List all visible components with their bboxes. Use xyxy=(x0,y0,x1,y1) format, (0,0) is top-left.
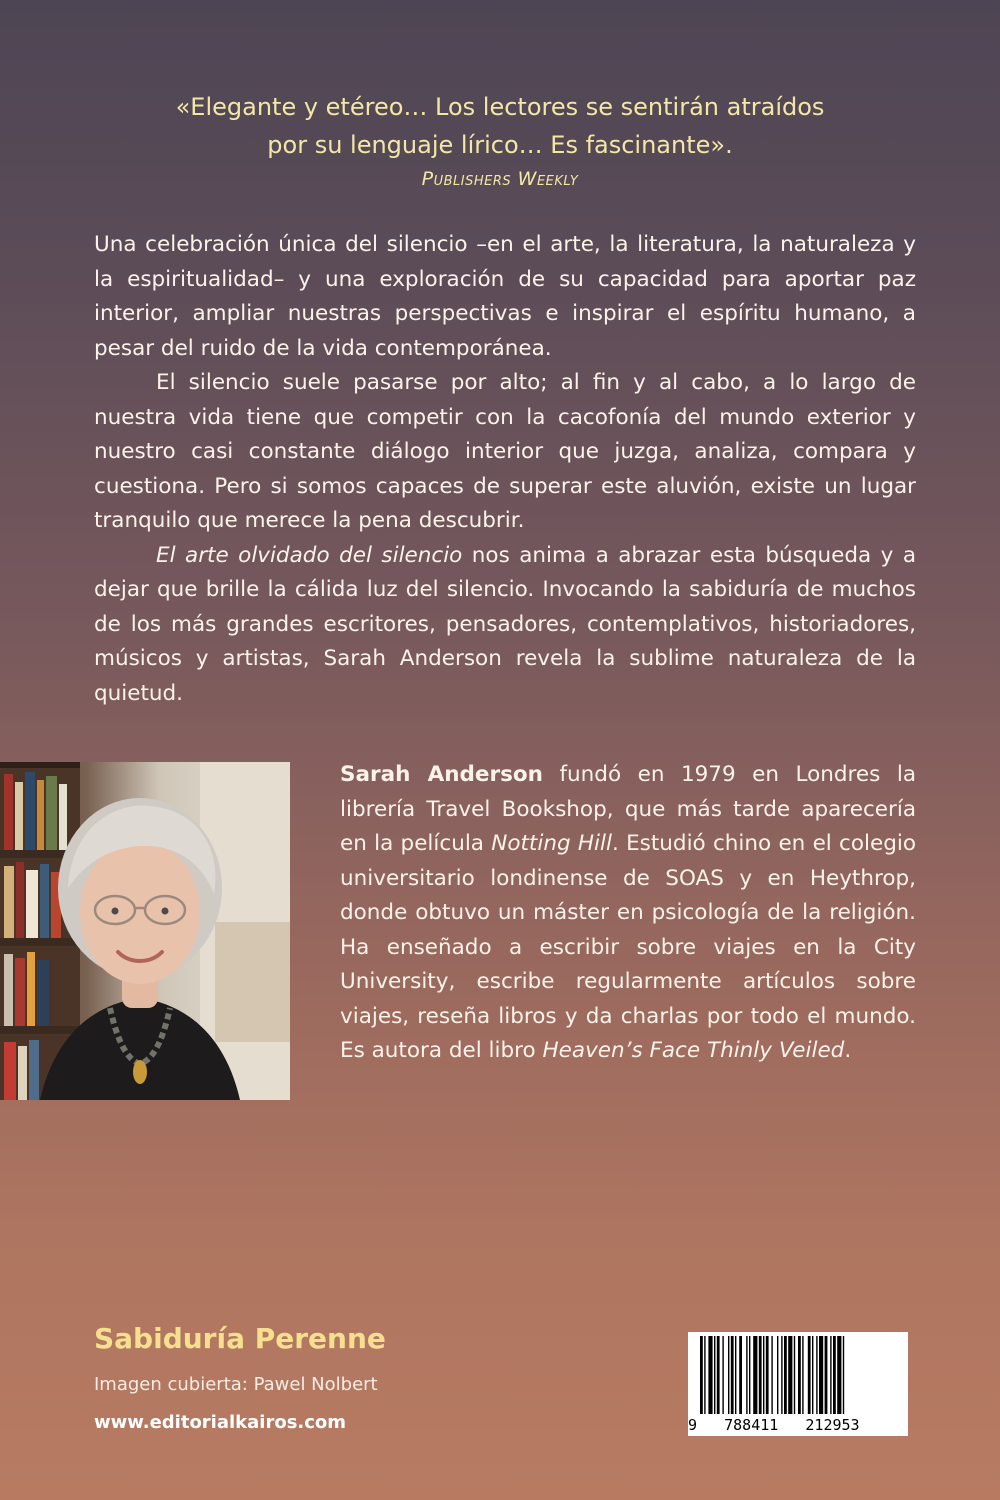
barcode-bar xyxy=(812,1336,813,1414)
publisher-website: www.editorialkairos.com xyxy=(94,1412,347,1433)
barcode-bar xyxy=(735,1336,736,1414)
barcode-bar xyxy=(746,1336,747,1414)
series-name: Sabiduría Perenne xyxy=(94,1322,386,1355)
book-title: El arte olvidado del silencio xyxy=(156,542,463,568)
barcode-group-1: 788411 xyxy=(724,1416,779,1434)
barcode-bar xyxy=(777,1336,778,1414)
quote-line-2: por su lenguaje lírico… Es fascinante». xyxy=(267,131,733,159)
barcode-bar xyxy=(753,1336,757,1414)
barcode-bar xyxy=(843,1336,844,1414)
author-bio xyxy=(340,758,916,1069)
barcode-bar xyxy=(714,1336,715,1414)
barcode-prefix: 9 xyxy=(688,1416,698,1434)
isbn-barcode xyxy=(688,1332,908,1436)
review-quote xyxy=(0,88,1000,194)
barcode-bar xyxy=(759,1336,762,1414)
barcode-bar xyxy=(708,1336,712,1414)
barcode-bar xyxy=(808,1336,811,1414)
blurb-paragraph-2: El silencio suele pasarse por alto; al fin y al cabo, a lo largo de nuestra vida tiene que competir con la cacofonía del mundo exterior y nuestro casi constante diálogo interior que juzga, analiza, compara y cuestiona. Pero si somos capaces de superar este aluvión, existe un lugar tranquilo que merece la pena descubrir. xyxy=(94,370,916,533)
bio-text-1: fundó en 1979 en Londres la librería Travel Bookshop, que más tarde aparecería en la película xyxy=(340,762,916,856)
film-title: Notting Hill xyxy=(491,831,612,856)
barcode-bar xyxy=(739,1336,742,1414)
barcode-bar xyxy=(781,1336,782,1414)
barcode-bar xyxy=(717,1336,720,1414)
barcode-bar xyxy=(749,1336,750,1414)
author-portrait-illustration xyxy=(0,762,290,1100)
barcode-group-2: 212953 xyxy=(805,1416,860,1434)
barcode-bar xyxy=(766,1336,769,1414)
barcode-bar xyxy=(731,1336,734,1414)
author-photo xyxy=(0,762,290,1100)
barcode-bar xyxy=(819,1336,823,1414)
quote-source: Publishers Weekly xyxy=(421,168,579,190)
bio-text-3: . xyxy=(844,1038,852,1063)
book-blurb xyxy=(94,228,916,711)
barcode-bar xyxy=(837,1336,841,1414)
barcode-bar xyxy=(833,1336,836,1414)
bio-text-2: . Estudió chino en el colegio universitario londinense de SOAS y en Heythrop, donde obtuvo un máster en psicología de la religión. Ha enseñado a escribir sobre viajes en la City University, escribe regularmente artículos sobre viajes, reseña libros y da charlas por todo el mundo. Es autora del libro xyxy=(340,831,916,1063)
barcode-bar xyxy=(728,1336,729,1414)
barcode-digits xyxy=(688,1416,908,1434)
barcode-bar xyxy=(825,1336,828,1414)
blurb-paragraph-1: Una celebración única del silencio –en el arte, la literatura, la naturaleza y la espiritualidad– y una exploración de su capacidad para aportar paz interior, ampliar nuestras perspectivas e inspirar el espíritu humano, a pesar del ruido de la vida contemporánea. xyxy=(94,232,916,361)
barcode-bar xyxy=(788,1336,792,1414)
barcode-bar xyxy=(816,1336,817,1414)
barcode-bar xyxy=(794,1336,795,1414)
blurb-paragraph-3 xyxy=(94,539,916,712)
barcode-bar xyxy=(771,1336,772,1414)
cover-image-credit: Imagen cubierta: Pawel Nolbert xyxy=(94,1374,378,1395)
barcode-bar xyxy=(722,1336,723,1414)
author-book-title: Heaven’s Face Thinly Veiled xyxy=(542,1038,845,1063)
barcode-bar xyxy=(798,1336,801,1414)
barcode-bars xyxy=(688,1336,908,1416)
blurb-paragraph-3-text: nos anima a abrazar esta búsqueda y a dejar que brille la cálida luz del silencio. Invocando la sabiduría de muchos de los más grandes escritores, pensadores, contemplativos, historiadores, músicos y artistas, Sarah Anderson revela la sublime naturaleza de la quietud. xyxy=(94,542,916,706)
author-name: Sarah Anderson xyxy=(340,762,543,787)
quote-line-1: «Elegante y etéreo… Los lectores se sentirán atraídos xyxy=(175,93,825,121)
barcode-bar xyxy=(704,1336,705,1414)
barcode-bar xyxy=(784,1336,787,1414)
barcode-bar xyxy=(830,1336,831,1414)
barcode-bar xyxy=(763,1336,764,1414)
barcode-bar xyxy=(700,1336,703,1414)
barcode-bar xyxy=(802,1336,803,1414)
